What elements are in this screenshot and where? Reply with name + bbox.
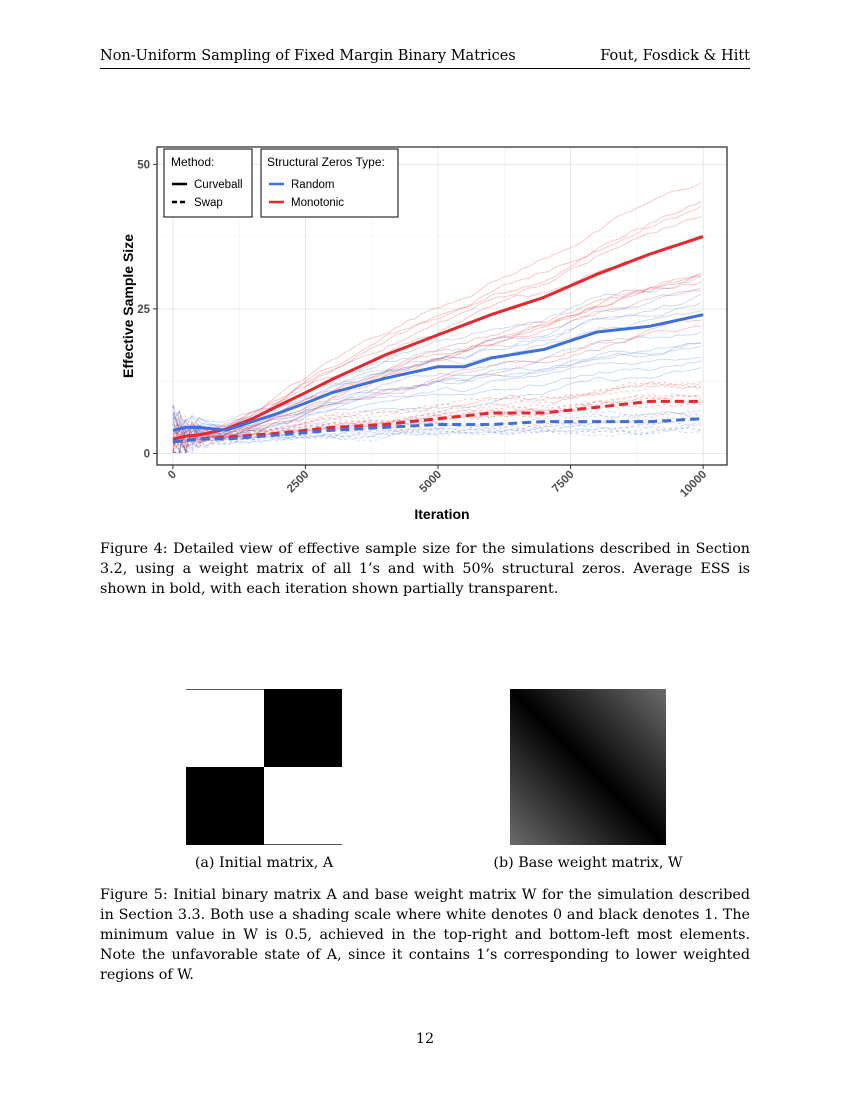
- y-tick-label: 25: [137, 303, 150, 316]
- page-number: 12: [415, 1031, 435, 1047]
- figure-5-caption-text: Initial binary matrix A and base weight matrix W for the simulation described in Section 3.3. Both use a shading scale where white denotes 0 and black denotes 1. The minimum value in W is 0.5, achieved in the top-right and bottom-left most elements. Note the unfavorable state of A, since it contains 1’s corresponding to lower weighted regions of W.: [100, 887, 750, 983]
- x-tick-label: 2500: [285, 468, 312, 496]
- legend-method-title: Method:: [171, 155, 215, 169]
- subcaption-b: (b) Base weight matrix, W: [493, 855, 683, 871]
- figure-4-caption-text: Detailed view of effective sample size for the simulations described in Section 3.2, using a weight matrix of all 1’s and with 50% structural zeros. Average ESS is shown in bold, with each iteration shown partially transparent.: [100, 541, 751, 597]
- y-tick-label: 0: [143, 448, 150, 461]
- chart-individual-runs: [173, 183, 701, 452]
- legend-swap-label: Swap: [194, 197, 223, 209]
- matrix-a-bottom-left-block: [186, 767, 264, 845]
- legend-random-label: Random: [291, 179, 335, 191]
- initial-matrix-a: [186, 689, 342, 845]
- header-title: Non-Uniform Sampling of Fixed Margin Binary Matrices: [100, 48, 516, 64]
- x-axis-label: Iteration: [414, 506, 470, 522]
- figure-4-chart: [100, 135, 740, 525]
- legend-monotonic-label: Monotonic: [291, 197, 345, 209]
- base-weight-matrix-w: [510, 689, 666, 845]
- x-tick-label: 0: [166, 468, 180, 482]
- y-tick-label: 50: [137, 159, 150, 172]
- figure-5-caption-label: Figure 5:: [100, 887, 168, 903]
- y-axis-label: Effective Sample Size: [120, 234, 136, 378]
- matrix-a-top-right-block: [264, 689, 342, 767]
- running-header: [100, 48, 750, 69]
- header-authors: Fout, Fosdick & Hitt: [600, 48, 750, 64]
- legend-method: [164, 149, 252, 217]
- subcaption-a: (a) Initial matrix, A: [194, 855, 334, 871]
- figure-4-caption-label: Figure 4:: [100, 541, 168, 557]
- x-tick-label: 10000: [678, 468, 710, 500]
- individual-run-line: [173, 294, 701, 426]
- individual-run-line: [173, 207, 701, 444]
- legend-type-title: Structural Zeros Type:: [267, 155, 385, 169]
- figure-4-caption: [100, 539, 750, 599]
- figure-5-caption: [100, 885, 750, 985]
- x-tick-label: 5000: [417, 468, 445, 496]
- legend-type: [261, 149, 398, 217]
- legend-curveball-label: Curveball: [194, 179, 243, 191]
- x-tick-label: 7500: [550, 468, 577, 496]
